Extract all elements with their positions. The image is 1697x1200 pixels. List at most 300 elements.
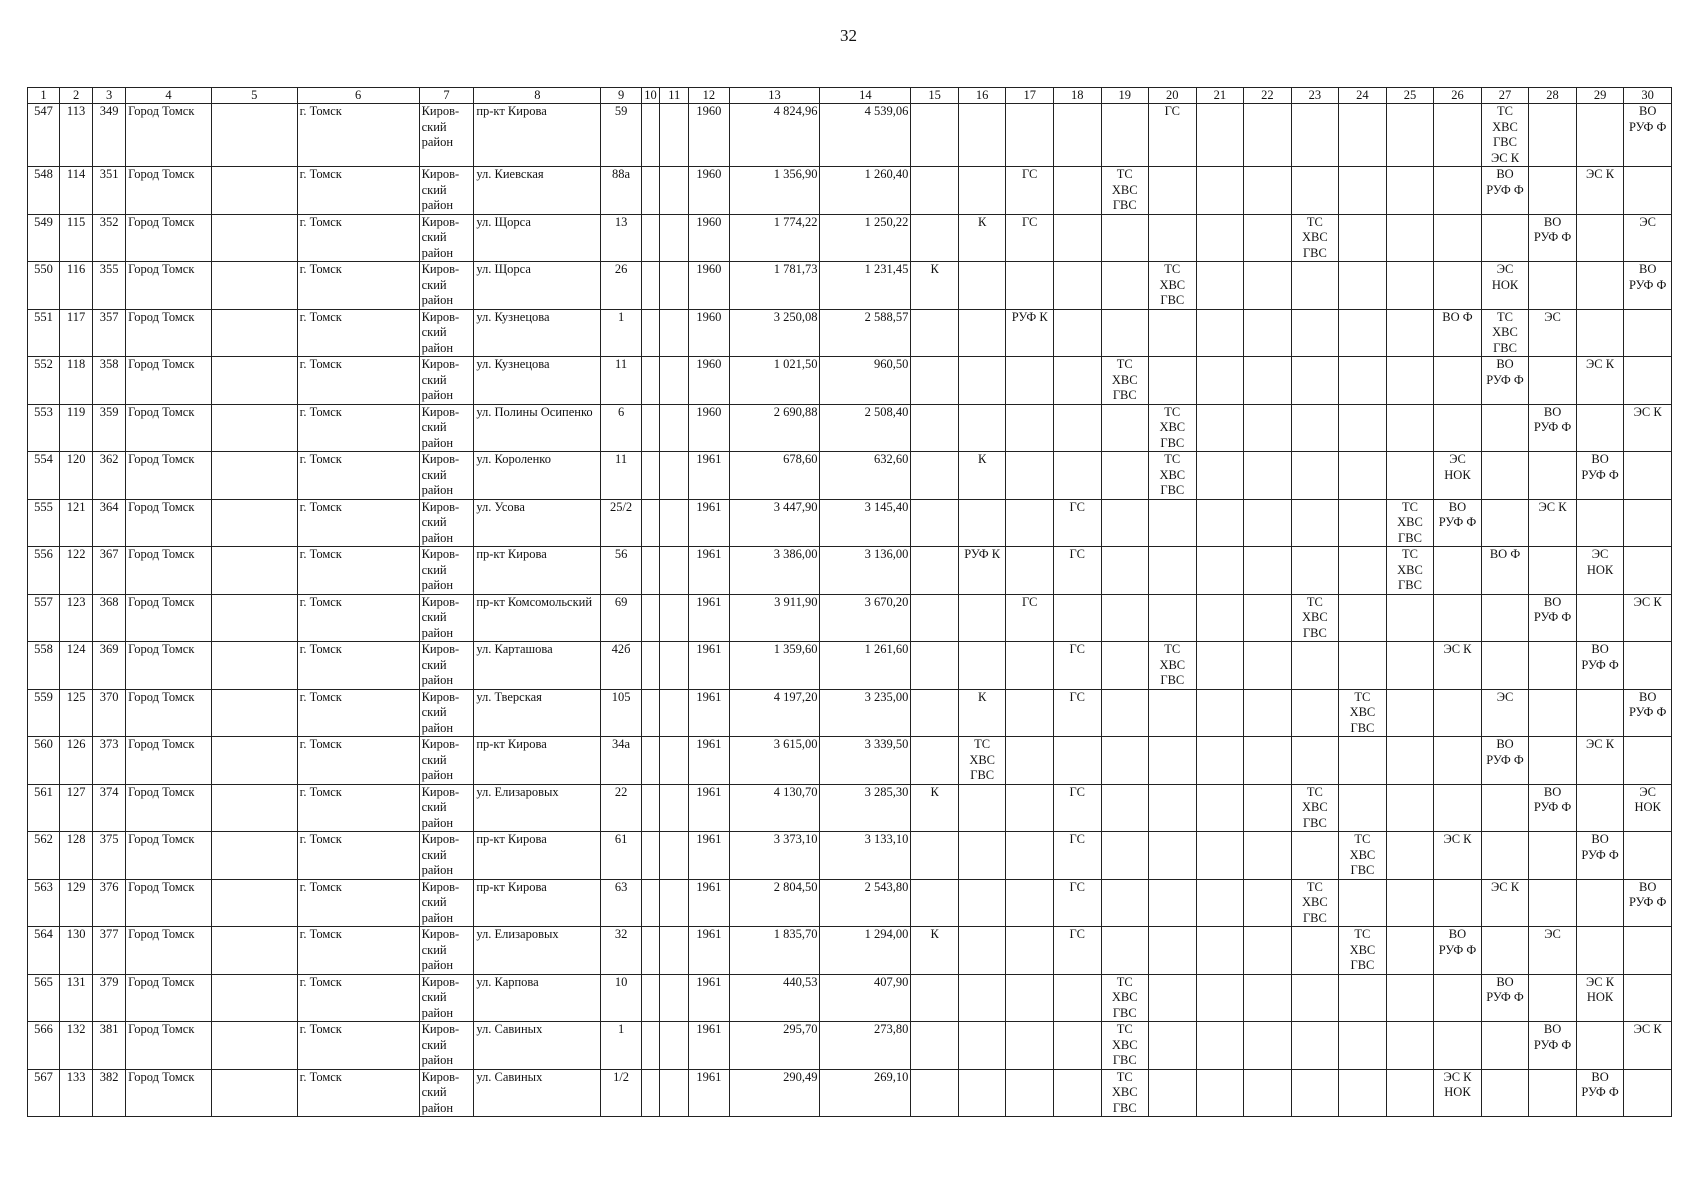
column-header-6: 6: [297, 88, 419, 104]
cell-col-26: [1434, 737, 1482, 785]
cell-col-29: ЭС К НОК: [1576, 974, 1624, 1022]
cell-col-17: ГС: [1006, 167, 1054, 215]
cell-col-22: [1244, 104, 1292, 167]
column-header-7: 7: [419, 88, 474, 104]
column-header-5: 5: [211, 88, 297, 104]
cell-col-11: [660, 214, 689, 262]
cell-col-12: 1961: [689, 1069, 729, 1117]
cell-col-9: 69: [601, 594, 641, 642]
cell-col-16: [958, 879, 1006, 927]
cell-col-9: 10: [601, 974, 641, 1022]
cell-col-18: ГС: [1053, 927, 1101, 975]
cell-col-25: [1386, 737, 1434, 785]
cell-col-16: [958, 404, 1006, 452]
cell-col-21: [1196, 642, 1244, 690]
cell-col-20: [1149, 832, 1197, 880]
cell-col-8: ул. Щорса: [474, 214, 601, 262]
cell-col-25: [1386, 784, 1434, 832]
column-header-27: 27: [1481, 88, 1529, 104]
cell-col-19: [1101, 452, 1149, 500]
cell-col-20: [1149, 309, 1197, 357]
cell-col-13: 3 615,00: [729, 737, 820, 785]
cell-col-12: 1961: [689, 547, 729, 595]
cell-col-5: [211, 167, 297, 215]
cell-col-5: [211, 832, 297, 880]
cell-col-1: 567: [28, 1069, 60, 1117]
cell-col-5: [211, 1022, 297, 1070]
cell-col-20: [1149, 167, 1197, 215]
column-header-18: 18: [1053, 88, 1101, 104]
cell-col-16: [958, 167, 1006, 215]
cell-col-13: 1 835,70: [729, 927, 820, 975]
cell-col-5: [211, 974, 297, 1022]
cell-col-6: г. Томск: [297, 452, 419, 500]
cell-col-30: [1624, 642, 1672, 690]
cell-col-29: ЭС НОК: [1576, 547, 1624, 595]
cell-col-30: [1624, 974, 1672, 1022]
cell-col-17: [1006, 262, 1054, 310]
cell-col-16: [958, 974, 1006, 1022]
cell-col-24: ТС ХВС ГВС: [1339, 689, 1387, 737]
cell-col-8: ул. Щорса: [474, 262, 601, 310]
cell-col-20: [1149, 974, 1197, 1022]
cell-col-24: [1339, 309, 1387, 357]
cell-col-21: [1196, 167, 1244, 215]
cell-col-6: г. Томск: [297, 974, 419, 1022]
cell-col-11: [660, 784, 689, 832]
cell-col-28: [1529, 547, 1577, 595]
cell-col-17: [1006, 689, 1054, 737]
cell-col-23: [1291, 357, 1339, 405]
header-row: [28, 88, 1672, 104]
table-row: [28, 262, 1672, 310]
cell-col-26: [1434, 357, 1482, 405]
cell-col-23: [1291, 927, 1339, 975]
cell-col-7: Киров- ский район: [419, 879, 474, 927]
table-row: [28, 452, 1672, 500]
cell-col-6: г. Томск: [297, 104, 419, 167]
cell-col-1: 548: [28, 167, 60, 215]
column-header-28: 28: [1529, 88, 1577, 104]
cell-col-8: ул. Тверская: [474, 689, 601, 737]
cell-col-30: [1624, 167, 1672, 215]
cell-col-12: 1961: [689, 499, 729, 547]
cell-col-17: [1006, 642, 1054, 690]
cell-col-8: ул. Елизаровых: [474, 784, 601, 832]
cell-col-2: 130: [60, 927, 93, 975]
cell-col-7: Киров- ский район: [419, 927, 474, 975]
cell-col-19: ТС ХВС ГВС: [1101, 1069, 1149, 1117]
cell-col-10: [641, 404, 660, 452]
column-header-16: 16: [958, 88, 1006, 104]
cell-col-13: 440,53: [729, 974, 820, 1022]
cell-col-23: [1291, 309, 1339, 357]
cell-col-5: [211, 357, 297, 405]
cell-col-23: [1291, 167, 1339, 215]
cell-col-18: [1053, 974, 1101, 1022]
cell-col-22: [1244, 832, 1292, 880]
cell-col-30: ВО РУФ Ф: [1624, 104, 1672, 167]
cell-col-17: [1006, 832, 1054, 880]
cell-col-28: [1529, 167, 1577, 215]
cell-col-12: 1960: [689, 104, 729, 167]
cell-col-29: [1576, 104, 1624, 167]
cell-col-23: [1291, 104, 1339, 167]
cell-col-11: [660, 357, 689, 405]
table-row: [28, 547, 1672, 595]
cell-col-30: [1624, 1069, 1672, 1117]
cell-col-1: 558: [28, 642, 60, 690]
cell-col-19: ТС ХВС ГВС: [1101, 167, 1149, 215]
cell-col-9: 11: [601, 452, 641, 500]
cell-col-23: [1291, 689, 1339, 737]
cell-col-22: [1244, 737, 1292, 785]
cell-col-10: [641, 262, 660, 310]
cell-col-21: [1196, 357, 1244, 405]
cell-col-10: [641, 104, 660, 167]
cell-col-8: ул. Кузнецова: [474, 357, 601, 405]
cell-col-1: 565: [28, 974, 60, 1022]
cell-col-19: [1101, 499, 1149, 547]
cell-col-7: Киров- ский район: [419, 104, 474, 167]
cell-col-16: РУФ К: [958, 547, 1006, 595]
cell-col-9: 22: [601, 784, 641, 832]
cell-col-3: 381: [93, 1022, 126, 1070]
cell-col-13: 3 386,00: [729, 547, 820, 595]
cell-col-27: [1481, 214, 1529, 262]
cell-col-8: пр-кт Кирова: [474, 832, 601, 880]
cell-col-5: [211, 262, 297, 310]
cell-col-17: [1006, 499, 1054, 547]
cell-col-18: [1053, 452, 1101, 500]
table-row: [28, 404, 1672, 452]
table-row: [28, 357, 1672, 405]
cell-col-26: [1434, 689, 1482, 737]
cell-col-20: [1149, 594, 1197, 642]
table-row: [28, 737, 1672, 785]
cell-col-18: ГС: [1053, 499, 1101, 547]
cell-col-2: 113: [60, 104, 93, 167]
cell-col-18: ГС: [1053, 547, 1101, 595]
cell-col-24: [1339, 642, 1387, 690]
cell-col-3: 357: [93, 309, 126, 357]
cell-col-27: ЭС НОК: [1481, 262, 1529, 310]
cell-col-26: [1434, 1022, 1482, 1070]
column-header-21: 21: [1196, 88, 1244, 104]
cell-col-20: [1149, 499, 1197, 547]
cell-col-21: [1196, 499, 1244, 547]
cell-col-8: ул. Усова: [474, 499, 601, 547]
cell-col-21: [1196, 404, 1244, 452]
cell-col-23: ТС ХВС ГВС: [1291, 784, 1339, 832]
cell-col-3: 367: [93, 547, 126, 595]
cell-col-3: 362: [93, 452, 126, 500]
cell-col-3: 368: [93, 594, 126, 642]
cell-col-2: 123: [60, 594, 93, 642]
cell-col-17: [1006, 784, 1054, 832]
cell-col-26: ЭС НОК: [1434, 452, 1482, 500]
cell-col-14: 273,80: [820, 1022, 911, 1070]
cell-col-6: г. Томск: [297, 262, 419, 310]
cell-col-21: [1196, 974, 1244, 1022]
cell-col-22: [1244, 642, 1292, 690]
cell-col-18: [1053, 1069, 1101, 1117]
cell-col-7: Киров- ский район: [419, 547, 474, 595]
cell-col-11: [660, 404, 689, 452]
cell-col-20: [1149, 1022, 1197, 1070]
cell-col-7: Киров- ский район: [419, 689, 474, 737]
cell-col-5: [211, 404, 297, 452]
cell-col-12: 1961: [689, 737, 729, 785]
cell-col-21: [1196, 689, 1244, 737]
cell-col-15: [911, 737, 959, 785]
cell-col-30: [1624, 927, 1672, 975]
table-row: [28, 309, 1672, 357]
table-row: [28, 167, 1672, 215]
cell-col-15: [911, 594, 959, 642]
cell-col-23: [1291, 404, 1339, 452]
cell-col-24: [1339, 879, 1387, 927]
cell-col-21: [1196, 784, 1244, 832]
cell-col-29: [1576, 927, 1624, 975]
cell-col-11: [660, 547, 689, 595]
cell-col-4: Город Томск: [126, 262, 212, 310]
cell-col-1: 562: [28, 832, 60, 880]
cell-col-20: ГС: [1149, 104, 1197, 167]
cell-col-6: г. Томск: [297, 594, 419, 642]
cell-col-13: 4 824,96: [729, 104, 820, 167]
cell-col-12: 1961: [689, 927, 729, 975]
cell-col-3: 379: [93, 974, 126, 1022]
cell-col-29: [1576, 689, 1624, 737]
cell-col-30: ВО РУФ Ф: [1624, 262, 1672, 310]
cell-col-10: [641, 499, 660, 547]
cell-col-18: [1053, 262, 1101, 310]
cell-col-19: [1101, 104, 1149, 167]
cell-col-29: [1576, 1022, 1624, 1070]
cell-col-19: [1101, 547, 1149, 595]
cell-col-1: 550: [28, 262, 60, 310]
cell-col-12: 1960: [689, 404, 729, 452]
cell-col-28: [1529, 104, 1577, 167]
cell-col-2: 122: [60, 547, 93, 595]
cell-col-17: [1006, 104, 1054, 167]
cell-col-12: 1960: [689, 309, 729, 357]
cell-col-17: ГС: [1006, 594, 1054, 642]
cell-col-5: [211, 879, 297, 927]
cell-col-30: [1624, 547, 1672, 595]
cell-col-27: ВО РУФ Ф: [1481, 974, 1529, 1022]
cell-col-5: [211, 784, 297, 832]
cell-col-30: [1624, 832, 1672, 880]
cell-col-17: РУФ К: [1006, 309, 1054, 357]
cell-col-18: [1053, 594, 1101, 642]
cell-col-18: [1053, 104, 1101, 167]
cell-col-24: [1339, 594, 1387, 642]
cell-col-9: 26: [601, 262, 641, 310]
cell-col-24: [1339, 737, 1387, 785]
cell-col-24: [1339, 1022, 1387, 1070]
cell-col-8: ул. Савиных: [474, 1069, 601, 1117]
cell-col-4: Город Томск: [126, 927, 212, 975]
cell-col-29: ВО РУФ Ф: [1576, 832, 1624, 880]
cell-col-11: [660, 1069, 689, 1117]
cell-col-21: [1196, 737, 1244, 785]
cell-col-4: Город Томск: [126, 974, 212, 1022]
table-row: [28, 927, 1672, 975]
cell-col-13: 295,70: [729, 1022, 820, 1070]
cell-col-13: 1 021,50: [729, 357, 820, 405]
cell-col-28: ВО РУФ Ф: [1529, 1022, 1577, 1070]
cell-col-3: 352: [93, 214, 126, 262]
column-header-4: 4: [126, 88, 212, 104]
cell-col-21: [1196, 832, 1244, 880]
cell-col-16: [958, 104, 1006, 167]
cell-col-24: [1339, 404, 1387, 452]
column-header-29: 29: [1576, 88, 1624, 104]
cell-col-20: ТС ХВС ГВС: [1149, 642, 1197, 690]
cell-col-6: г. Томск: [297, 737, 419, 785]
cell-col-14: 3 133,10: [820, 832, 911, 880]
cell-col-12: 1961: [689, 1022, 729, 1070]
cell-col-2: 128: [60, 832, 93, 880]
cell-col-8: ул. Карташова: [474, 642, 601, 690]
cell-col-30: [1624, 737, 1672, 785]
cell-col-9: 1: [601, 309, 641, 357]
cell-col-10: [641, 974, 660, 1022]
cell-col-28: [1529, 879, 1577, 927]
cell-col-24: [1339, 1069, 1387, 1117]
cell-col-8: пр-кт Кирова: [474, 879, 601, 927]
cell-col-20: [1149, 927, 1197, 975]
cell-col-6: г. Томск: [297, 1022, 419, 1070]
cell-col-14: 3 136,00: [820, 547, 911, 595]
cell-col-16: К: [958, 452, 1006, 500]
cell-col-17: [1006, 927, 1054, 975]
cell-col-14: 3 285,30: [820, 784, 911, 832]
cell-col-22: [1244, 357, 1292, 405]
cell-col-27: [1481, 594, 1529, 642]
column-header-22: 22: [1244, 88, 1292, 104]
cell-col-2: 119: [60, 404, 93, 452]
cell-col-29: ЭС К: [1576, 737, 1624, 785]
column-header-30: 30: [1624, 88, 1672, 104]
cell-col-9: 11: [601, 357, 641, 405]
cell-col-12: 1961: [689, 689, 729, 737]
cell-col-8: пр-кт Кирова: [474, 547, 601, 595]
cell-col-10: [641, 547, 660, 595]
cell-col-2: 127: [60, 784, 93, 832]
cell-col-14: 2 508,40: [820, 404, 911, 452]
cell-col-22: [1244, 1069, 1292, 1117]
cell-col-24: ТС ХВС ГВС: [1339, 927, 1387, 975]
cell-col-15: К: [911, 927, 959, 975]
cell-col-11: [660, 104, 689, 167]
cell-col-1: 557: [28, 594, 60, 642]
cell-col-6: г. Томск: [297, 689, 419, 737]
cell-col-11: [660, 974, 689, 1022]
cell-col-8: ул. Савиных: [474, 1022, 601, 1070]
cell-col-22: [1244, 784, 1292, 832]
cell-col-6: г. Томск: [297, 167, 419, 215]
cell-col-1: 552: [28, 357, 60, 405]
cell-col-24: [1339, 167, 1387, 215]
cell-col-8: пр-кт Комсомольский: [474, 594, 601, 642]
cell-col-25: [1386, 262, 1434, 310]
cell-col-14: 3 670,20: [820, 594, 911, 642]
cell-col-8: ул. Киевская: [474, 167, 601, 215]
cell-col-15: [911, 974, 959, 1022]
cell-col-24: [1339, 357, 1387, 405]
table-row: [28, 104, 1672, 167]
table-header: [28, 88, 1672, 104]
cell-col-4: Город Томск: [126, 404, 212, 452]
cell-col-10: [641, 642, 660, 690]
cell-col-22: [1244, 214, 1292, 262]
cell-col-14: 1 261,60: [820, 642, 911, 690]
cell-col-3: 376: [93, 879, 126, 927]
table-row: [28, 974, 1672, 1022]
cell-col-1: 549: [28, 214, 60, 262]
cell-col-6: г. Томск: [297, 1069, 419, 1117]
cell-col-25: [1386, 357, 1434, 405]
cell-col-22: [1244, 262, 1292, 310]
cell-col-16: [958, 594, 1006, 642]
cell-col-5: [211, 737, 297, 785]
cell-col-21: [1196, 104, 1244, 167]
cell-col-9: 61: [601, 832, 641, 880]
cell-col-21: [1196, 262, 1244, 310]
cell-col-1: 560: [28, 737, 60, 785]
cell-col-27: [1481, 927, 1529, 975]
cell-col-29: [1576, 594, 1624, 642]
cell-col-19: [1101, 927, 1149, 975]
column-header-23: 23: [1291, 88, 1339, 104]
table-row: [28, 1069, 1672, 1117]
cell-col-13: 3 911,90: [729, 594, 820, 642]
cell-col-8: ул. Карпова: [474, 974, 601, 1022]
cell-col-20: ТС ХВС ГВС: [1149, 452, 1197, 500]
cell-col-13: 1 356,90: [729, 167, 820, 215]
cell-col-24: [1339, 214, 1387, 262]
cell-col-3: 358: [93, 357, 126, 405]
cell-col-26: [1434, 214, 1482, 262]
cell-col-17: [1006, 879, 1054, 927]
cell-col-23: [1291, 974, 1339, 1022]
cell-col-26: [1434, 262, 1482, 310]
cell-col-29: ВО РУФ Ф: [1576, 1069, 1624, 1117]
cell-col-26: ВО РУФ Ф: [1434, 499, 1482, 547]
cell-col-30: ВО РУФ Ф: [1624, 879, 1672, 927]
cell-col-26: [1434, 594, 1482, 642]
cell-col-9: 59: [601, 104, 641, 167]
cell-col-22: [1244, 1022, 1292, 1070]
cell-col-26: ЭС К: [1434, 642, 1482, 690]
cell-col-28: [1529, 832, 1577, 880]
cell-col-15: [911, 689, 959, 737]
cell-col-3: 373: [93, 737, 126, 785]
cell-col-30: ЭС К: [1624, 594, 1672, 642]
cell-col-13: 3 373,10: [729, 832, 820, 880]
cell-col-15: [911, 404, 959, 452]
cell-col-22: [1244, 452, 1292, 500]
cell-col-15: [911, 167, 959, 215]
cell-col-17: ГС: [1006, 214, 1054, 262]
cell-col-11: [660, 689, 689, 737]
cell-col-25: [1386, 642, 1434, 690]
cell-col-6: г. Томск: [297, 309, 419, 357]
table-row: [28, 1022, 1672, 1070]
